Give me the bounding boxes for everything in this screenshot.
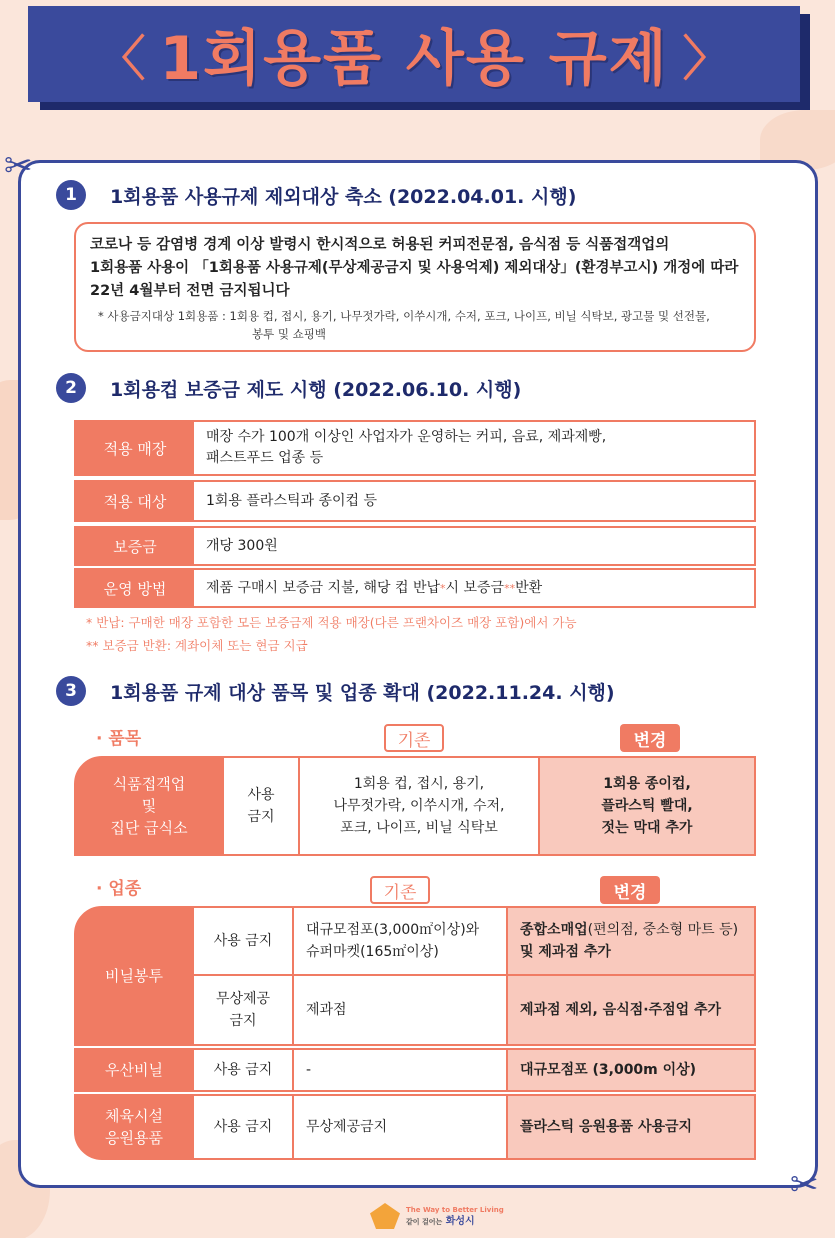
notice-line: 22년 4월부터 전면 금지됩니다 — [90, 283, 290, 299]
city-slogan: The Way to Better Living — [406, 1206, 504, 1214]
umbrella-vinyl-label: 우산비닐 — [74, 1048, 194, 1092]
umbrella-before: - — [292, 1048, 508, 1092]
after-line: 플라스틱 빨대, — [601, 798, 693, 814]
after-note: (편의점, 중소형 마트 등) — [587, 922, 739, 938]
section-1-notice — [74, 222, 756, 352]
sports-after: 플라스틱 응원용품 사용금지 — [506, 1094, 756, 1160]
label-line: 체육시설 — [105, 1107, 163, 1125]
tag-after: 변경 — [600, 876, 660, 904]
items-before — [298, 756, 540, 856]
type-line: 무상제공 — [215, 991, 271, 1007]
before-line: 1회용 컵, 접시, 용기, — [353, 776, 485, 792]
row-label: 적용 대상 — [76, 482, 194, 520]
type-line: 사용 — [247, 787, 275, 803]
vinyl-bag-label: 비닐봉투 — [74, 906, 194, 1046]
section-1-header — [56, 180, 576, 210]
ornament-left-icon: 〈 — [97, 30, 146, 87]
row-value-line: 매장 수가 100개 이상인 사업자가 운영하는 커피, 음료, 제과제빵, — [206, 429, 607, 445]
section-number: 3 — [56, 676, 86, 706]
before-line: 슈퍼마켓(165㎡이상) — [306, 944, 439, 960]
vinyl-free-ban-before: 제과점 — [292, 974, 508, 1046]
type-line: 금지 — [247, 809, 275, 825]
title-banner — [28, 6, 800, 102]
tag-before: 기존 — [370, 876, 430, 904]
table-row — [74, 526, 756, 566]
industry-subheading: · 업종 — [96, 879, 142, 899]
row-label: 운영 방법 — [76, 570, 194, 606]
table-row — [74, 420, 756, 476]
row-value-line: 패스트푸드 업종 등 — [206, 450, 324, 466]
section-title: 1회용컵 보증금 제도 시행 (2022.06.10. 시행) — [110, 378, 522, 401]
after-bold: 종합소매업 — [520, 922, 588, 938]
sports-before: 무상제공금지 — [292, 1094, 508, 1160]
footnote-mark: * — [440, 581, 446, 595]
row-value — [194, 422, 754, 474]
hwaseong-logo-icon — [370, 1203, 400, 1229]
notice-footnote: 봉투 및 쇼핑백 — [252, 327, 326, 341]
section-3-header — [56, 676, 615, 706]
after-line: 1회용 종이컵, — [603, 776, 691, 792]
scissors-icon: ✂ — [790, 1165, 819, 1205]
scissors-icon: ✂ — [4, 146, 33, 186]
vinyl-use-ban-after — [506, 906, 756, 976]
label-line: 식품접객업 — [112, 775, 186, 793]
table-row — [74, 480, 756, 522]
row-value-text: 시 보증금 — [445, 579, 505, 596]
vinyl-free-ban-type — [192, 974, 294, 1046]
row-value-text: 제품 구매시 보증금 지불, 해당 컵 반납 — [206, 579, 441, 596]
label-line: 응원용품 — [105, 1129, 163, 1147]
footnote: * 반납: 구매한 매장 포함한 모든 보증금제 적용 매장(다른 프랜차이즈 매장 포함)에서 가능 — [86, 615, 577, 630]
footnote: ** 보증금 반환: 계좌이체 또는 현금 지급 — [86, 638, 308, 653]
section-title: 1회용품 규제 대상 품목 및 업종 확대 (2022.11.24. 시행) — [110, 681, 615, 704]
section-title: 1회용품 사용규제 제외대상 축소 (2022.04.01. 시행) — [110, 185, 577, 208]
row-value: 1회용 플라스틱과 종이컵 등 — [194, 482, 754, 520]
row-value — [194, 570, 754, 606]
vinyl-use-ban-before — [292, 906, 508, 976]
before-line: 포크, 나이프, 비닐 식탁보 — [340, 820, 498, 836]
section-number: 1 — [56, 180, 86, 210]
city-name: 화성시 — [445, 1216, 475, 1227]
row-label: 적용 매장 — [76, 422, 194, 474]
items-category-label — [74, 756, 224, 856]
section-2-header — [56, 373, 521, 403]
vinyl-use-ban-type: 사용 금지 — [192, 906, 294, 976]
label-line: 집단 급식소 — [110, 819, 188, 837]
city-prefix: 같이 걸어는 — [406, 1218, 443, 1226]
after-line: 및 제과점 추가 — [520, 944, 611, 960]
vinyl-free-ban-after: 제과점 제외, 음식점·주점업 추가 — [506, 974, 756, 1046]
after-line — [520, 919, 738, 941]
before-line: 대규모점포(3,000㎡이상)와 — [306, 922, 480, 938]
row-value-text: 반환 — [515, 579, 543, 596]
items-subheading: · 품목 — [96, 729, 142, 749]
umbrella-type: 사용 금지 — [192, 1048, 294, 1092]
tag-before: 기존 — [384, 724, 444, 752]
city-logo-text — [406, 1204, 504, 1228]
after-line: 젓는 막대 추가 — [601, 820, 693, 836]
row-label: 보증금 — [76, 528, 194, 564]
umbrella-after: 대규모점포 (3,000m 이상) — [506, 1048, 756, 1092]
items-after — [538, 756, 756, 856]
notice-line: 코로나 등 감염병 경계 이상 발령시 한시적으로 허용된 커피전문점, 음식점 등 식품접객업의 — [90, 237, 670, 253]
footnote-mark: ** — [504, 581, 516, 595]
before-line: 나무젓가락, 이쑤시개, 수저, — [333, 798, 505, 814]
page-title: 1회용품 사용 규제 — [159, 24, 669, 94]
table-row — [74, 568, 756, 608]
label-line: 및 — [141, 797, 157, 815]
notice-line: 1회용품 사용이 「1회용품 사용규제(무상제공금지 및 사용억제) 제외대상」(환경부고시) 개정에 따라 — [90, 260, 739, 276]
sports-cheer-label — [74, 1094, 194, 1160]
row-value: 개당 300원 — [194, 528, 754, 564]
section-number: 2 — [56, 373, 86, 403]
city-logo — [370, 1203, 504, 1229]
ornament-right-icon: 〉 — [682, 30, 731, 87]
sports-type: 사용 금지 — [192, 1094, 294, 1160]
type-line: 금지 — [229, 1013, 257, 1029]
tag-after: 변경 — [620, 724, 680, 752]
notice-footnote: * 사용금지대상 1회용품 : 1회용 컵, 접시, 용기, 나무젓가락, 이쑤시개, 수저, 포크, 나이프, 비닐 식탁보, 광고물 및 선전물, — [98, 309, 710, 323]
items-regulation-type — [222, 756, 300, 856]
